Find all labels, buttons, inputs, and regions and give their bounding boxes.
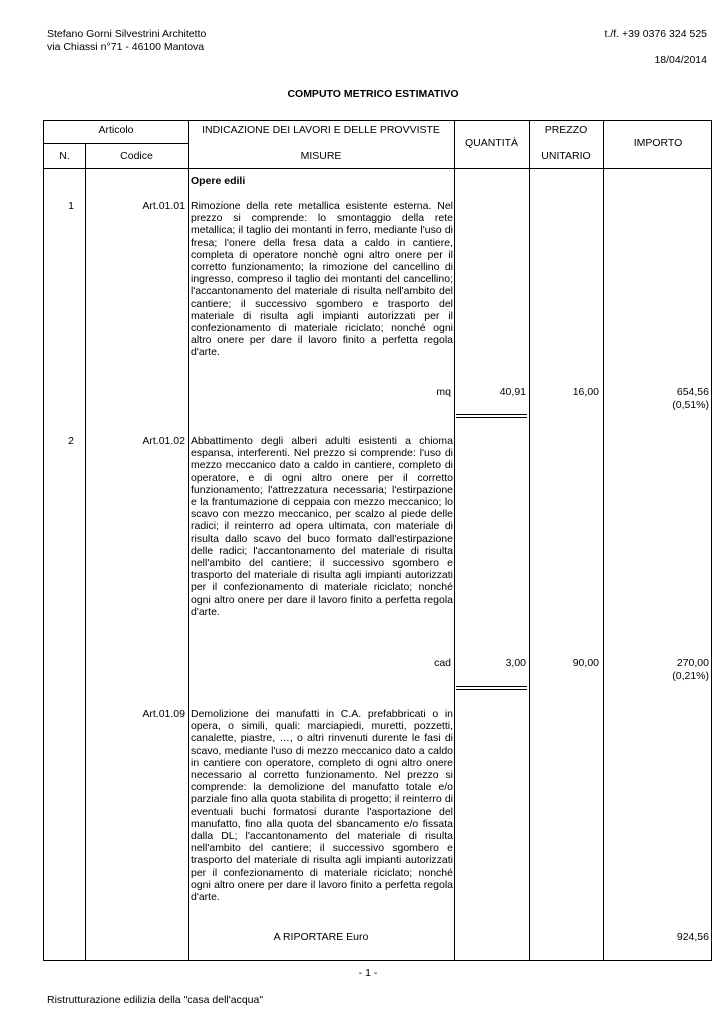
- item-2-price: 90,00: [572, 657, 599, 669]
- project-footer: Ristrutturazione edilizia della "casa dell'acqua": [47, 994, 264, 1006]
- item-1-number: 1: [68, 200, 74, 212]
- item-2-qty-double-rule: [456, 686, 527, 690]
- col-divider-n: [85, 143, 86, 960]
- item-1-description: Rimozione della rete metallica esistente esterna. Nel prezzo si comprende: lo smontaggio della rete metallica; il taglio dei montanti in ferro, mediante l'uso di fresa; l'onere della fresa data a caldo in cantiere, completa di operatore nonchè ogni altro onere per il corretto funzionamento; la rimozione del cancellino di ingresso, compreso il taglio dei montanti del cancellino; l'accantonamento del materiale di risulta nell'ambito del cantiere; il successivo sgombero e trasporto del materiale di risulta agli impianti autorizzati per il confezionamento di materiale riciclato; nonché ogni altro onere per dare il lavoro finito a perfetta regola d'arte.: [191, 200, 453, 359]
- header-bottom-line: [44, 168, 711, 169]
- author-address: via Chiassi n°71 - 46100 Mantova: [47, 41, 205, 53]
- item-1-code: Art.01.01: [142, 200, 185, 212]
- header-indicazione: INDICAZIONE DEI LAVORI E DELLE PROVVISTE: [202, 124, 440, 136]
- header-codice: Codice: [120, 150, 153, 162]
- header-articolo: Articolo: [98, 124, 134, 136]
- phone-number: t./f. +39 0376 324 525: [604, 28, 707, 40]
- col-divider-qty: [529, 121, 530, 960]
- carry-forward-amount: 924,56: [676, 931, 709, 943]
- col-divider-desc: [454, 121, 455, 960]
- header-misure: MISURE: [300, 150, 342, 162]
- document-date: 18/04/2014: [654, 54, 707, 66]
- item-1-unit: mq: [436, 386, 451, 398]
- item-2-amount: 270,00: [676, 657, 709, 669]
- item-2-code: Art.01.02: [142, 435, 185, 447]
- header-importo: IMPORTO: [633, 137, 683, 149]
- section-title: Opere edili: [191, 175, 246, 187]
- item-1-price: 16,00: [572, 386, 599, 398]
- item-1-qty-double-rule: [456, 414, 527, 418]
- item-1-amount: 654,56: [676, 386, 709, 398]
- estimate-table: [43, 120, 712, 961]
- item-2-number: 2: [68, 435, 74, 447]
- item-1-percent: (0,51%): [672, 399, 709, 411]
- header-unitario: UNITARIO: [541, 150, 591, 162]
- item-2-unit: cad: [434, 657, 451, 669]
- item-2-description: Abbattimento degli alberi adulti esistenti a chioma espansa, interferenti. Nel prezzo si comprende: l'uso di mezzo meccanico dato a caldo in cantiere, completo di operatore, e di ogni altro onere per il corretto funzionamento; l'attrezzatura necessaria; l'estirpazione e la frantumazione di ceppaia con mezzo meccanico; lo scavo con mezzo meccanico, per scalzo al piede delle radici; il reinterro ad opera ultimata, con materiale di risulta dallo scavo del buco formato dall'estirpazione delle radici; l'accantonamento del materiale di risulta nell'ambito del cantiere; il successivo sgombero e trasporto del materiale di risulta agli impianti autorizzati per il confezionamento di materiale riciclato; nonché ogni altro onere per dare il lavoro finito a perfetta regola d'arte.: [191, 435, 453, 618]
- header-n: N.: [59, 150, 70, 162]
- author-name: Stefano Gorni Silvestrini Architetto: [47, 28, 207, 40]
- col-divider-codice: [188, 121, 189, 960]
- carry-forward-label: A RIPORTARE Euro: [273, 931, 369, 943]
- item-3-description: Demolizione dei manufatti in C.A. prefabbricati o in opera, o simili, quali: marciapiedi, muretti, pozzetti, canalette, piastre, …, o altri rinvenuti durente le fasi di scavo, mediante l'uso di mezzo meccanico dato a caldo in cantiere con operatore, completo di ogni altro onere necessario al corretto funzionamento. Nel prezzo si comprende: la demolizione del manufatto totale e/o parziale fino alla quota stabilita di progetto; il reinterro di eventuali buchi formatosi durante l'asportazione del manufatto, fino alla quota del sbancamento e/o fissata dalla DL; l'accantonamento del materiale di risulta nell'ambito del cantiere; il successivo sgombero e trasporto del materiale di risulta agli impianti autorizzati per il confezionamento di materiale riciclato; nonché ogni altro onere per dare il lavoro finito a perfetta regola d'arte.: [191, 708, 453, 904]
- item-2-percent: (0,21%): [672, 670, 709, 682]
- page-number: - 1 -: [358, 967, 378, 979]
- col-divider-price: [603, 121, 604, 960]
- header-prezzo: PREZZO: [544, 124, 588, 136]
- header-quantita: QUANTITÀ: [464, 137, 519, 149]
- item-2-quantity: 3,00: [505, 657, 526, 669]
- header-subline: [44, 143, 188, 144]
- item-1-quantity: 40,91: [499, 386, 526, 398]
- item-3-code: Art.01.09: [142, 708, 185, 720]
- document-title: COMPUTO METRICO ESTIMATIVO: [287, 88, 459, 100]
